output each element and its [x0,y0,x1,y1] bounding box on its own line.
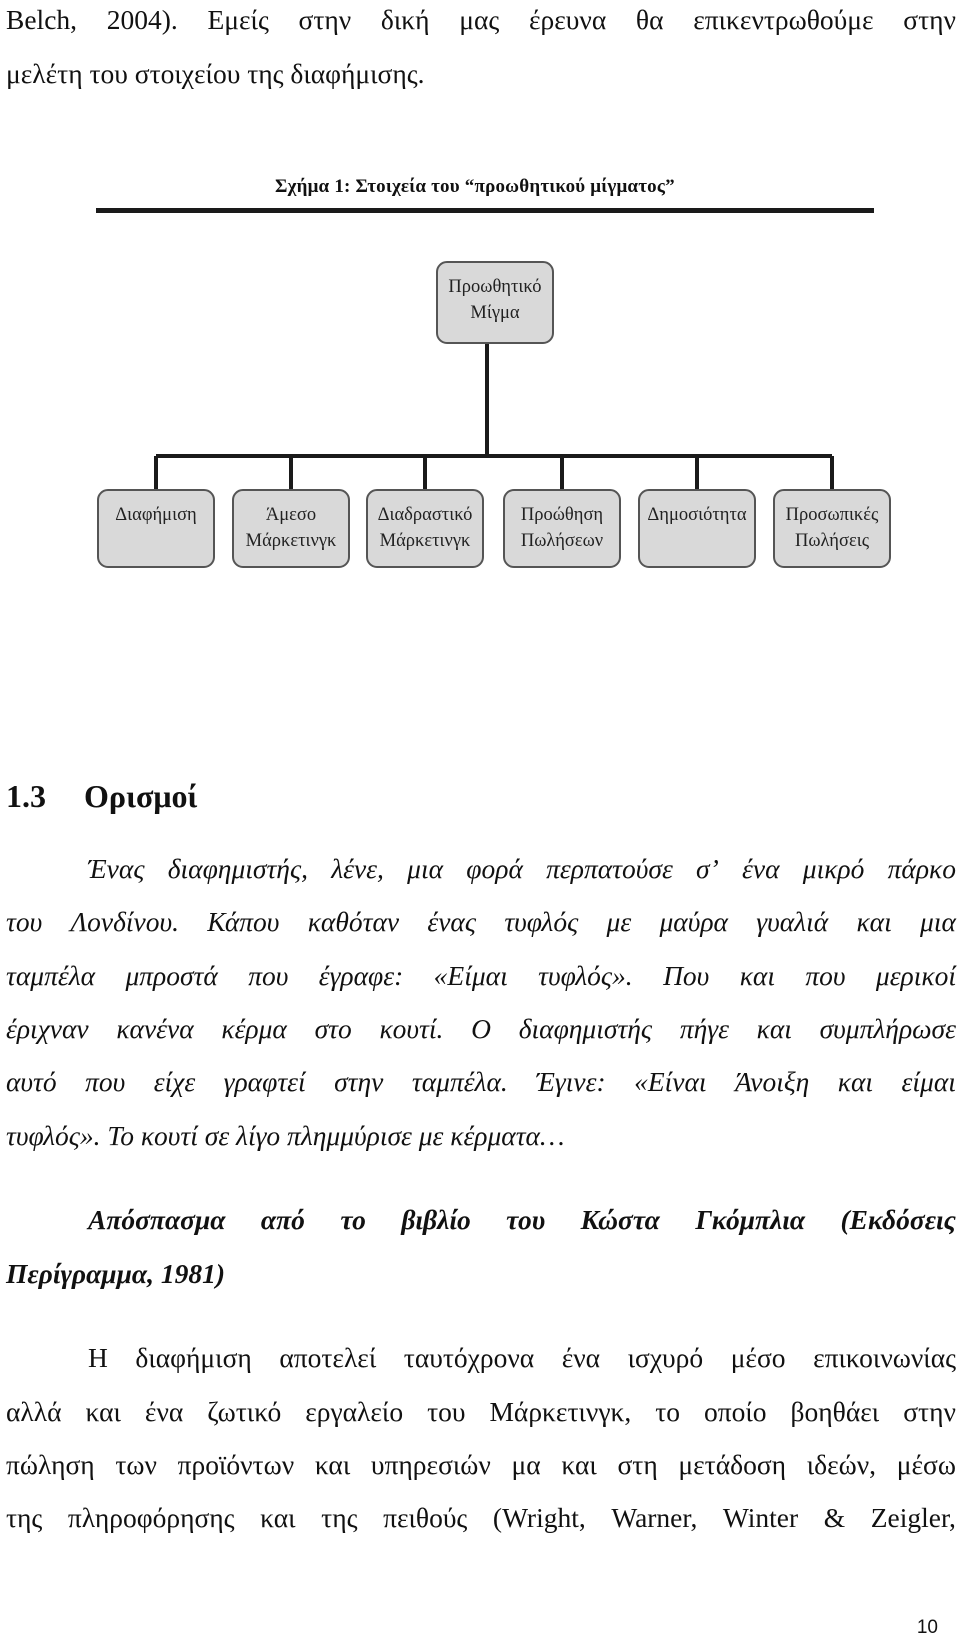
word: εργαλείο [305,1396,404,1427]
child-4-line2: Πωλήσεων [520,531,604,551]
word: Κώστα [580,1204,660,1235]
quote-line-5 [6,1066,956,1098]
word: αποτελεί [279,1342,377,1373]
quote-line-4 [6,1013,956,1045]
word: και [260,1502,296,1533]
word: Άνοιξη [735,1066,810,1097]
word: το [655,1396,681,1427]
para-line-1 [88,1342,956,1374]
section-heading [6,778,197,815]
word: μέσο [730,1342,786,1373]
word: του [506,1204,546,1235]
word: ταμπέλα. [411,1066,508,1097]
word: έγραφε: [318,960,404,991]
para-line-4 [6,1502,956,1534]
word: προϊόντων [177,1449,295,1480]
word: μικρό [802,853,865,884]
word: πληροφόρησης [67,1502,235,1533]
word: επικοινωνίας [813,1342,956,1373]
word: ισχυρό [627,1342,704,1373]
word: από [260,1204,305,1235]
word: λένε, [331,853,384,884]
word: μια [407,853,444,884]
word: διαφημιστής [518,1013,653,1044]
word: μερικοί [875,960,956,991]
word: πειθούς [383,1502,468,1533]
word: μα [511,1449,541,1480]
word: του [6,906,43,937]
word: ένα [144,1396,184,1427]
child-label-5 [639,502,755,528]
word: Γκόμπλια [695,1204,806,1235]
child-3-line2: Μάρκετινγκ [379,531,471,551]
word: ταυτόχρονα [403,1342,535,1373]
child-6-line1: Προσωπικές [785,505,879,525]
word: στην [298,4,352,35]
word: μετάδοση [678,1449,787,1480]
word: του [427,1396,466,1427]
word: και [314,1449,351,1480]
word: κανένα [116,1013,194,1044]
word: ταμπέλα [6,960,96,991]
word: γυαλιά [756,906,829,937]
word: αλλά [6,1396,62,1427]
word: Που [663,960,710,991]
word: το [340,1204,366,1235]
word: και [756,1013,792,1044]
body-line-2: μελέτη του στοιχείου της διαφήμισης. [6,58,425,89]
word: της [6,1502,43,1533]
word: Λονδίνου. [70,906,179,937]
word: ένα [561,1342,601,1373]
child-1-line1: Διαφήμιση [115,505,197,525]
word: με [606,906,632,937]
word: που [805,960,846,991]
word: και [85,1396,121,1427]
para-line-2 [6,1396,956,1428]
word: και [856,906,892,937]
word: πώληση [6,1449,95,1480]
child-label-1 [98,502,214,528]
para-line-3 [6,1449,956,1481]
child-6-line2: Πωλήσεις [794,531,870,551]
section-number: 1.3 [6,778,46,814]
word: Έγινε: [536,1066,606,1097]
word: οποίο [704,1396,767,1427]
section-title: Ορισμοί [84,778,198,814]
word: (Εκδόσεις [840,1204,956,1235]
child-label-2 [233,502,349,554]
word: καθόταν [307,906,400,937]
figure-title: Σχήμα 1: Στοιχεία του “προωθητικού μίγματος” [275,176,675,197]
child-2-line1: Άμεσο [265,505,317,525]
word: της [321,1502,358,1533]
child-5-line1: Δημοσιότητα [647,505,747,525]
word: και [561,1449,597,1480]
word: «Είμαι [433,960,508,991]
word: κέρμα [221,1013,287,1044]
word: στην [903,1396,956,1427]
source-line-1 [88,1204,956,1236]
child-label-6 [774,502,890,554]
word: αυτό [6,1066,57,1097]
word: «Είναι [634,1066,707,1097]
word: ζωτικό [207,1396,282,1427]
word: δική [380,4,430,35]
word: Απόσπασμα [88,1204,226,1235]
word: και [739,960,775,991]
word: διαφήμιση [135,1342,252,1373]
word: βιβλίο [401,1204,471,1235]
word: φορά [466,853,523,884]
word: είχε [153,1066,196,1097]
root-box-label [437,274,553,326]
word: στη [617,1449,658,1480]
word: Εμείς [207,4,269,35]
word: που [248,960,289,991]
quote-line-3 [6,960,956,992]
word: θα [635,4,664,35]
child-4-line1: Προώθηση [520,505,604,525]
word: Belch, [6,4,78,35]
word: τυφλός». [538,960,633,991]
word: Winter [722,1502,799,1533]
word: ένα [742,853,780,884]
word: κουτί. [379,1013,444,1044]
word: και [837,1066,874,1097]
word: 2004). [106,4,178,35]
word: Η [88,1342,108,1373]
word: που [85,1066,126,1097]
word: Ο [471,1013,491,1044]
word: Warner, [611,1502,698,1533]
word: (Wright, [492,1502,586,1533]
child-2-line2: Μάρκετινγκ [245,531,337,551]
word: βοηθάει [790,1396,880,1427]
child-label-4 [504,502,620,554]
word: μέσω [896,1449,956,1480]
quote-line-1 [88,853,956,885]
word: Zeigler, [870,1502,956,1533]
word: στην [334,1066,384,1097]
word: Μάρκετινγκ, [489,1396,632,1427]
page-number: 10 [916,1617,938,1638]
word: είμαι [901,1066,956,1097]
word: στην [903,4,956,35]
word: γραφτεί [223,1066,306,1097]
word: περπατούσε [546,853,673,884]
word: έριχναν [6,1013,89,1044]
word: πήγε [679,1013,729,1044]
word: & [823,1502,846,1533]
quote-line-2 [6,906,956,938]
word: υπηρεσιών [370,1449,491,1480]
word: των [115,1449,157,1480]
word: μαύρα [659,906,728,937]
word: επικεντρωθούμε [693,4,874,35]
word: στο [314,1013,352,1044]
word: ένας [427,906,477,937]
word: Ένας [88,853,145,884]
word: πάρκο [887,853,956,884]
child-3-line1: Διαδραστικό [377,505,473,525]
word: Κάπου [207,906,280,937]
source-line-2: Περίγραμμα, 1981) [6,1258,226,1289]
word: τυφλός [504,906,579,937]
word: ιδεών, [806,1449,877,1480]
word: διαφημιστής, [167,853,308,884]
child-label-3 [367,502,483,554]
word: έρευνα [528,4,607,35]
root-label-line2: Μίγμα [470,303,520,323]
word: μπροστά [125,960,218,991]
word: σ’ [696,853,719,884]
root-label-line1: Προωθητικό [448,277,542,297]
word: μας [459,4,500,35]
word: συμπλήρωσε [819,1013,956,1044]
word: μια [920,906,956,937]
quote-line-6: τυφλός». Το κουτί σε λίγο πλημμύρισε με κέρματα… [6,1120,565,1151]
